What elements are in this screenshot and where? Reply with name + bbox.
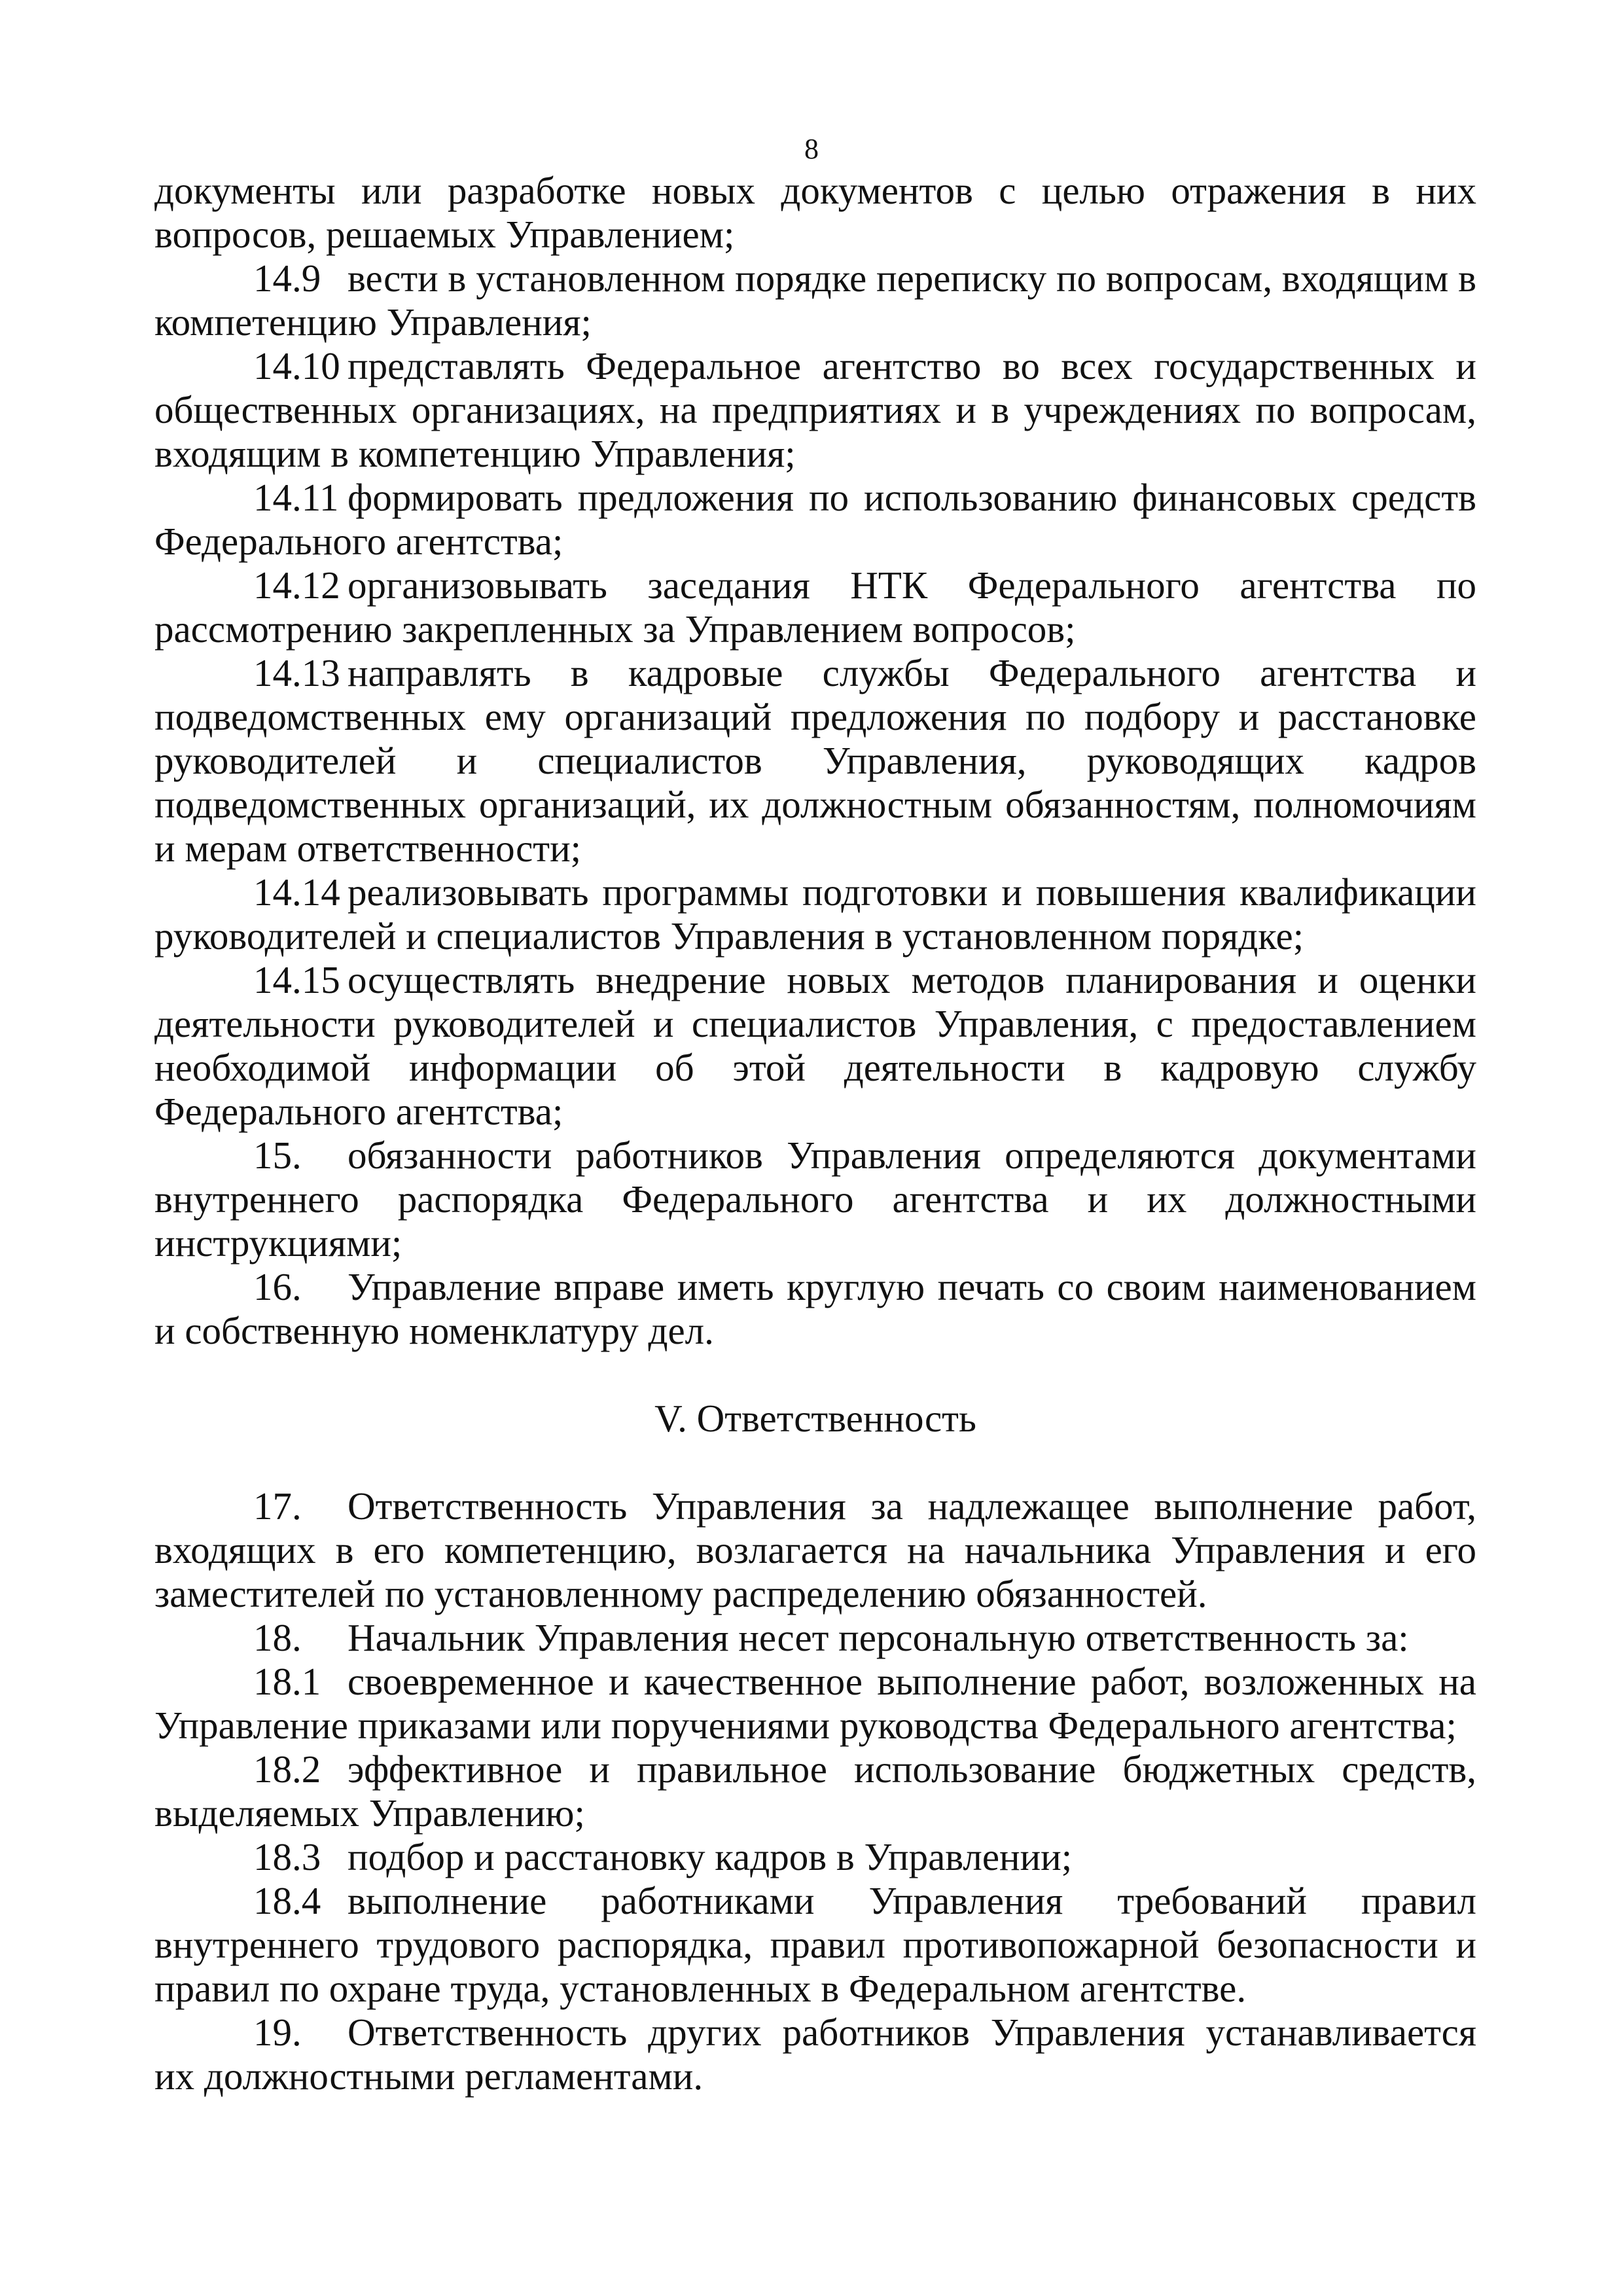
list-item xyxy=(154,958,1476,1134)
section-heading: V. Ответственность xyxy=(654,1397,976,1440)
item-text: Ответственность Управления за надлежащее выполнение работ, входящих в его компетенцию, возлагается на начальника Управления и его заместителей по установленному распределению обязанностей. xyxy=(154,1484,1476,1615)
item-number: 14.14 xyxy=(253,870,340,914)
item-text: организовывать заседания НТК Федерального агентства по рассмотрению закрепленных за Управлением вопросов; xyxy=(154,564,1476,651)
list-item xyxy=(154,1484,1476,1616)
item-number: 18.3 xyxy=(253,1835,321,1878)
item-text: своевременное и качественное выполнение работ, возложенных на Управление приказами или поручениями руководства Федерального агентства; xyxy=(154,1660,1476,1747)
list-item xyxy=(154,870,1476,958)
list-item xyxy=(154,564,1476,651)
page-number: 8 xyxy=(804,133,819,165)
item-number: 18.4 xyxy=(253,1879,321,1922)
section-v-items xyxy=(154,1484,1476,2098)
list-item xyxy=(154,651,1476,870)
item-text: подбор и расстановку кадров в Управлении; xyxy=(348,1835,1073,1878)
item-number: 19. xyxy=(253,2011,302,2054)
list-item xyxy=(154,257,1476,344)
item-number: 14.13 xyxy=(253,651,340,694)
item-text: обязанности работников Управления определяются документами внутреннего распорядка Федерального агентства и их должностными инструкциями; xyxy=(154,1134,1476,1265)
opening-paragraph: документы или разработке новых документов с целью отражения в них вопросов, решаемых Управлением; xyxy=(154,169,1476,256)
list-item xyxy=(154,1134,1476,1265)
list-item xyxy=(154,1748,1476,1835)
item-text: Управление вправе иметь круглую печать со своим наименованием и собственную номенклатуру дел. xyxy=(154,1265,1476,1352)
document-body xyxy=(154,169,1476,2098)
item-text: выполнение работниками Управления требований правил внутреннего трудового распорядка, правил противопожарной безопасности и правил по охране труда, установленных в Федеральном агентстве. xyxy=(154,1879,1476,2010)
item-number: 14.12 xyxy=(253,564,340,607)
item-number: 14.10 xyxy=(253,344,340,387)
item-text: Ответственность других работников Управления устанавливается их должностными регламентами. xyxy=(154,2011,1476,2098)
item-number: 15. xyxy=(253,1134,302,1177)
item-text: формировать предложения по использованию финансовых средств Федерального агентства; xyxy=(154,476,1476,563)
list-item xyxy=(154,344,1476,476)
item-text: вести в установленном порядке переписку по вопросам, входящим в компетенцию Управления; xyxy=(154,257,1476,344)
item-text: представлять Федеральное агентство во всех государственных и общественных организациях, на предприятиях и в учреждениях по вопросам, входящим в компетенцию Управления; xyxy=(154,344,1476,475)
list-item xyxy=(154,1265,1476,1353)
list-item xyxy=(154,1879,1476,2011)
list-item xyxy=(154,1835,1476,1879)
item-number: 17. xyxy=(253,1484,302,1528)
item-number: 18.2 xyxy=(253,1748,321,1791)
item-number: 18.1 xyxy=(253,1660,321,1703)
item-number: 16. xyxy=(253,1265,302,1308)
item-number: 14.9 xyxy=(253,257,321,300)
item-number: 14.15 xyxy=(253,958,340,1001)
item-number: 18. xyxy=(253,1616,302,1659)
item-text: Начальник Управления несет персональную ответственность за: xyxy=(348,1616,1409,1659)
list-item xyxy=(154,2011,1476,2098)
item-text: эффективное и правильное использование бюджетных средств, выделяемых Управлению; xyxy=(154,1748,1476,1835)
item-text: осуществлять внедрение новых методов планирования и оценки деятельности руководителей и специалистов Управления, с предоставлением необходимой информации об этой деятельности в кадровую службу Федерального агентства; xyxy=(154,958,1476,1133)
item-text: направлять в кадровые службы Федерального агентства и подведомственных ему организаций предложения по подбору и расстановке руководителей и специалистов Управления, руководящих кадров подведомственных организаций, их должностным обязанностям, полномочиям и мерам ответственности; xyxy=(154,651,1476,870)
item-number: 14.11 xyxy=(253,476,339,519)
list-item xyxy=(154,1660,1476,1748)
item-text: реализовывать программы подготовки и повышения квалификации руководителей и специалистов Управления в установленном порядке; xyxy=(154,870,1476,958)
section-iv-items xyxy=(154,257,1476,1353)
list-item xyxy=(154,1616,1476,1660)
list-item xyxy=(154,476,1476,564)
